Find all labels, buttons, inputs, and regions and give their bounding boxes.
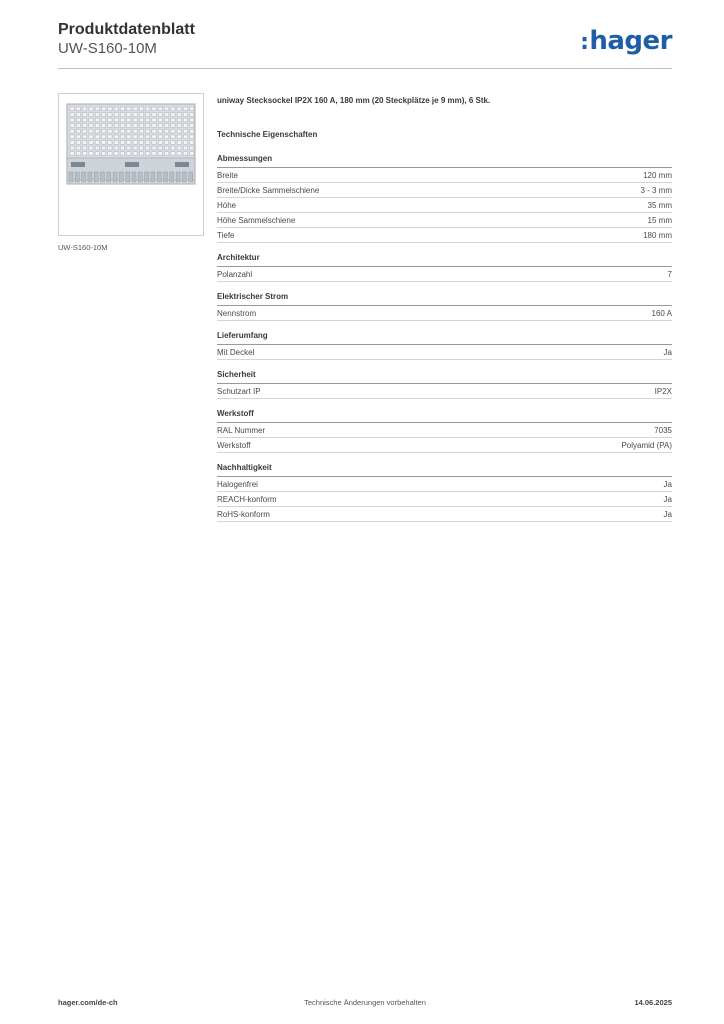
spec-label: Polanzahl [217, 270, 253, 279]
spec-section [217, 292, 672, 321]
logo-text: hager [589, 26, 672, 56]
spec-label: Schutzart IP [217, 387, 261, 396]
spec-value: Ja [663, 480, 672, 489]
spec-row [217, 169, 672, 183]
product-description: uniway Stecksockel IP2X 160 A, 180 mm (20 Steckplätze je 9 mm), 6 Stk. [217, 96, 491, 105]
spec-label: Höhe [217, 201, 237, 210]
spec-label: Halogenfrei [217, 480, 258, 489]
spec-row [217, 184, 672, 198]
spec-row [217, 508, 672, 522]
spec-row [217, 385, 672, 399]
spec-row [217, 424, 672, 438]
image-caption: UW-S160-10M [58, 243, 108, 252]
spec-value: 180 mm [643, 231, 672, 240]
spec-label: REACH-konform [217, 495, 277, 504]
spec-label: Mit Deckel [217, 348, 255, 357]
spec-section-title: Abmessungen [217, 154, 672, 168]
spec-row [217, 478, 672, 492]
page-title: Produktdatenblatt [58, 21, 195, 38]
spec-section [217, 253, 672, 282]
spec-section-title: Lieferumfang [217, 331, 672, 345]
spec-value: 35 mm [647, 201, 672, 210]
spec-value: 7035 [654, 426, 672, 435]
spec-value: Polyamid (PA) [621, 441, 672, 450]
spec-section-title: Nachhaltigkeit [217, 463, 672, 477]
logo-dots: : [580, 30, 589, 55]
spec-row [217, 346, 672, 360]
spec-section-title: Elektrischer Strom [217, 292, 672, 306]
document-header [58, 20, 672, 58]
footer-website: hager.com/de-ch [58, 998, 118, 1007]
spec-value: 15 mm [647, 216, 672, 225]
spec-sections [217, 154, 672, 522]
spec-section [217, 154, 672, 243]
spec-label: Nennstrom [217, 309, 257, 318]
technical-properties-heading: Technische Eigenschaften [217, 130, 318, 139]
spec-row [217, 439, 672, 453]
spec-row [217, 199, 672, 213]
spec-section [217, 463, 672, 522]
product-image [58, 93, 204, 236]
footer-disclaimer: Technische Änderungen vorbehalten [304, 998, 426, 1007]
spec-value: Ja [663, 348, 672, 357]
spec-value: Ja [663, 510, 672, 519]
spec-value: 3 - 3 mm [640, 186, 672, 195]
spec-section [217, 409, 672, 453]
spec-label: Werkstoff [217, 441, 251, 450]
footer-date: 14.06.2025 [634, 998, 672, 1007]
product-illustration [59, 94, 203, 235]
spec-label: RAL Nummer [217, 426, 266, 435]
spec-section [217, 370, 672, 399]
spec-row [217, 214, 672, 228]
spec-section-title: Sicherheit [217, 370, 672, 384]
spec-value: 7 [667, 270, 672, 279]
spec-row [217, 307, 672, 321]
spec-label: Tiefe [217, 231, 235, 240]
spec-value: 120 mm [643, 171, 672, 180]
spec-row [217, 493, 672, 507]
spec-section-title: Architektur [217, 253, 672, 267]
product-code: UW-S160-10M [58, 40, 157, 57]
spec-content [217, 96, 672, 522]
spec-label: Höhe Sammelschiene [217, 216, 296, 225]
spec-section-title: Werkstoff [217, 409, 672, 423]
spec-value: 160 A [651, 309, 672, 318]
spec-row [217, 268, 672, 282]
spec-value: IP2X [654, 387, 672, 396]
spec-section [217, 331, 672, 360]
header-divider [58, 68, 672, 69]
spec-row [217, 229, 672, 243]
spec-value: Ja [663, 495, 672, 504]
spec-label: Breite [217, 171, 238, 180]
spec-label: Breite/Dicke Sammelschiene [217, 186, 320, 195]
spec-label: RoHS-konform [217, 510, 270, 519]
hager-logo [580, 26, 672, 56]
